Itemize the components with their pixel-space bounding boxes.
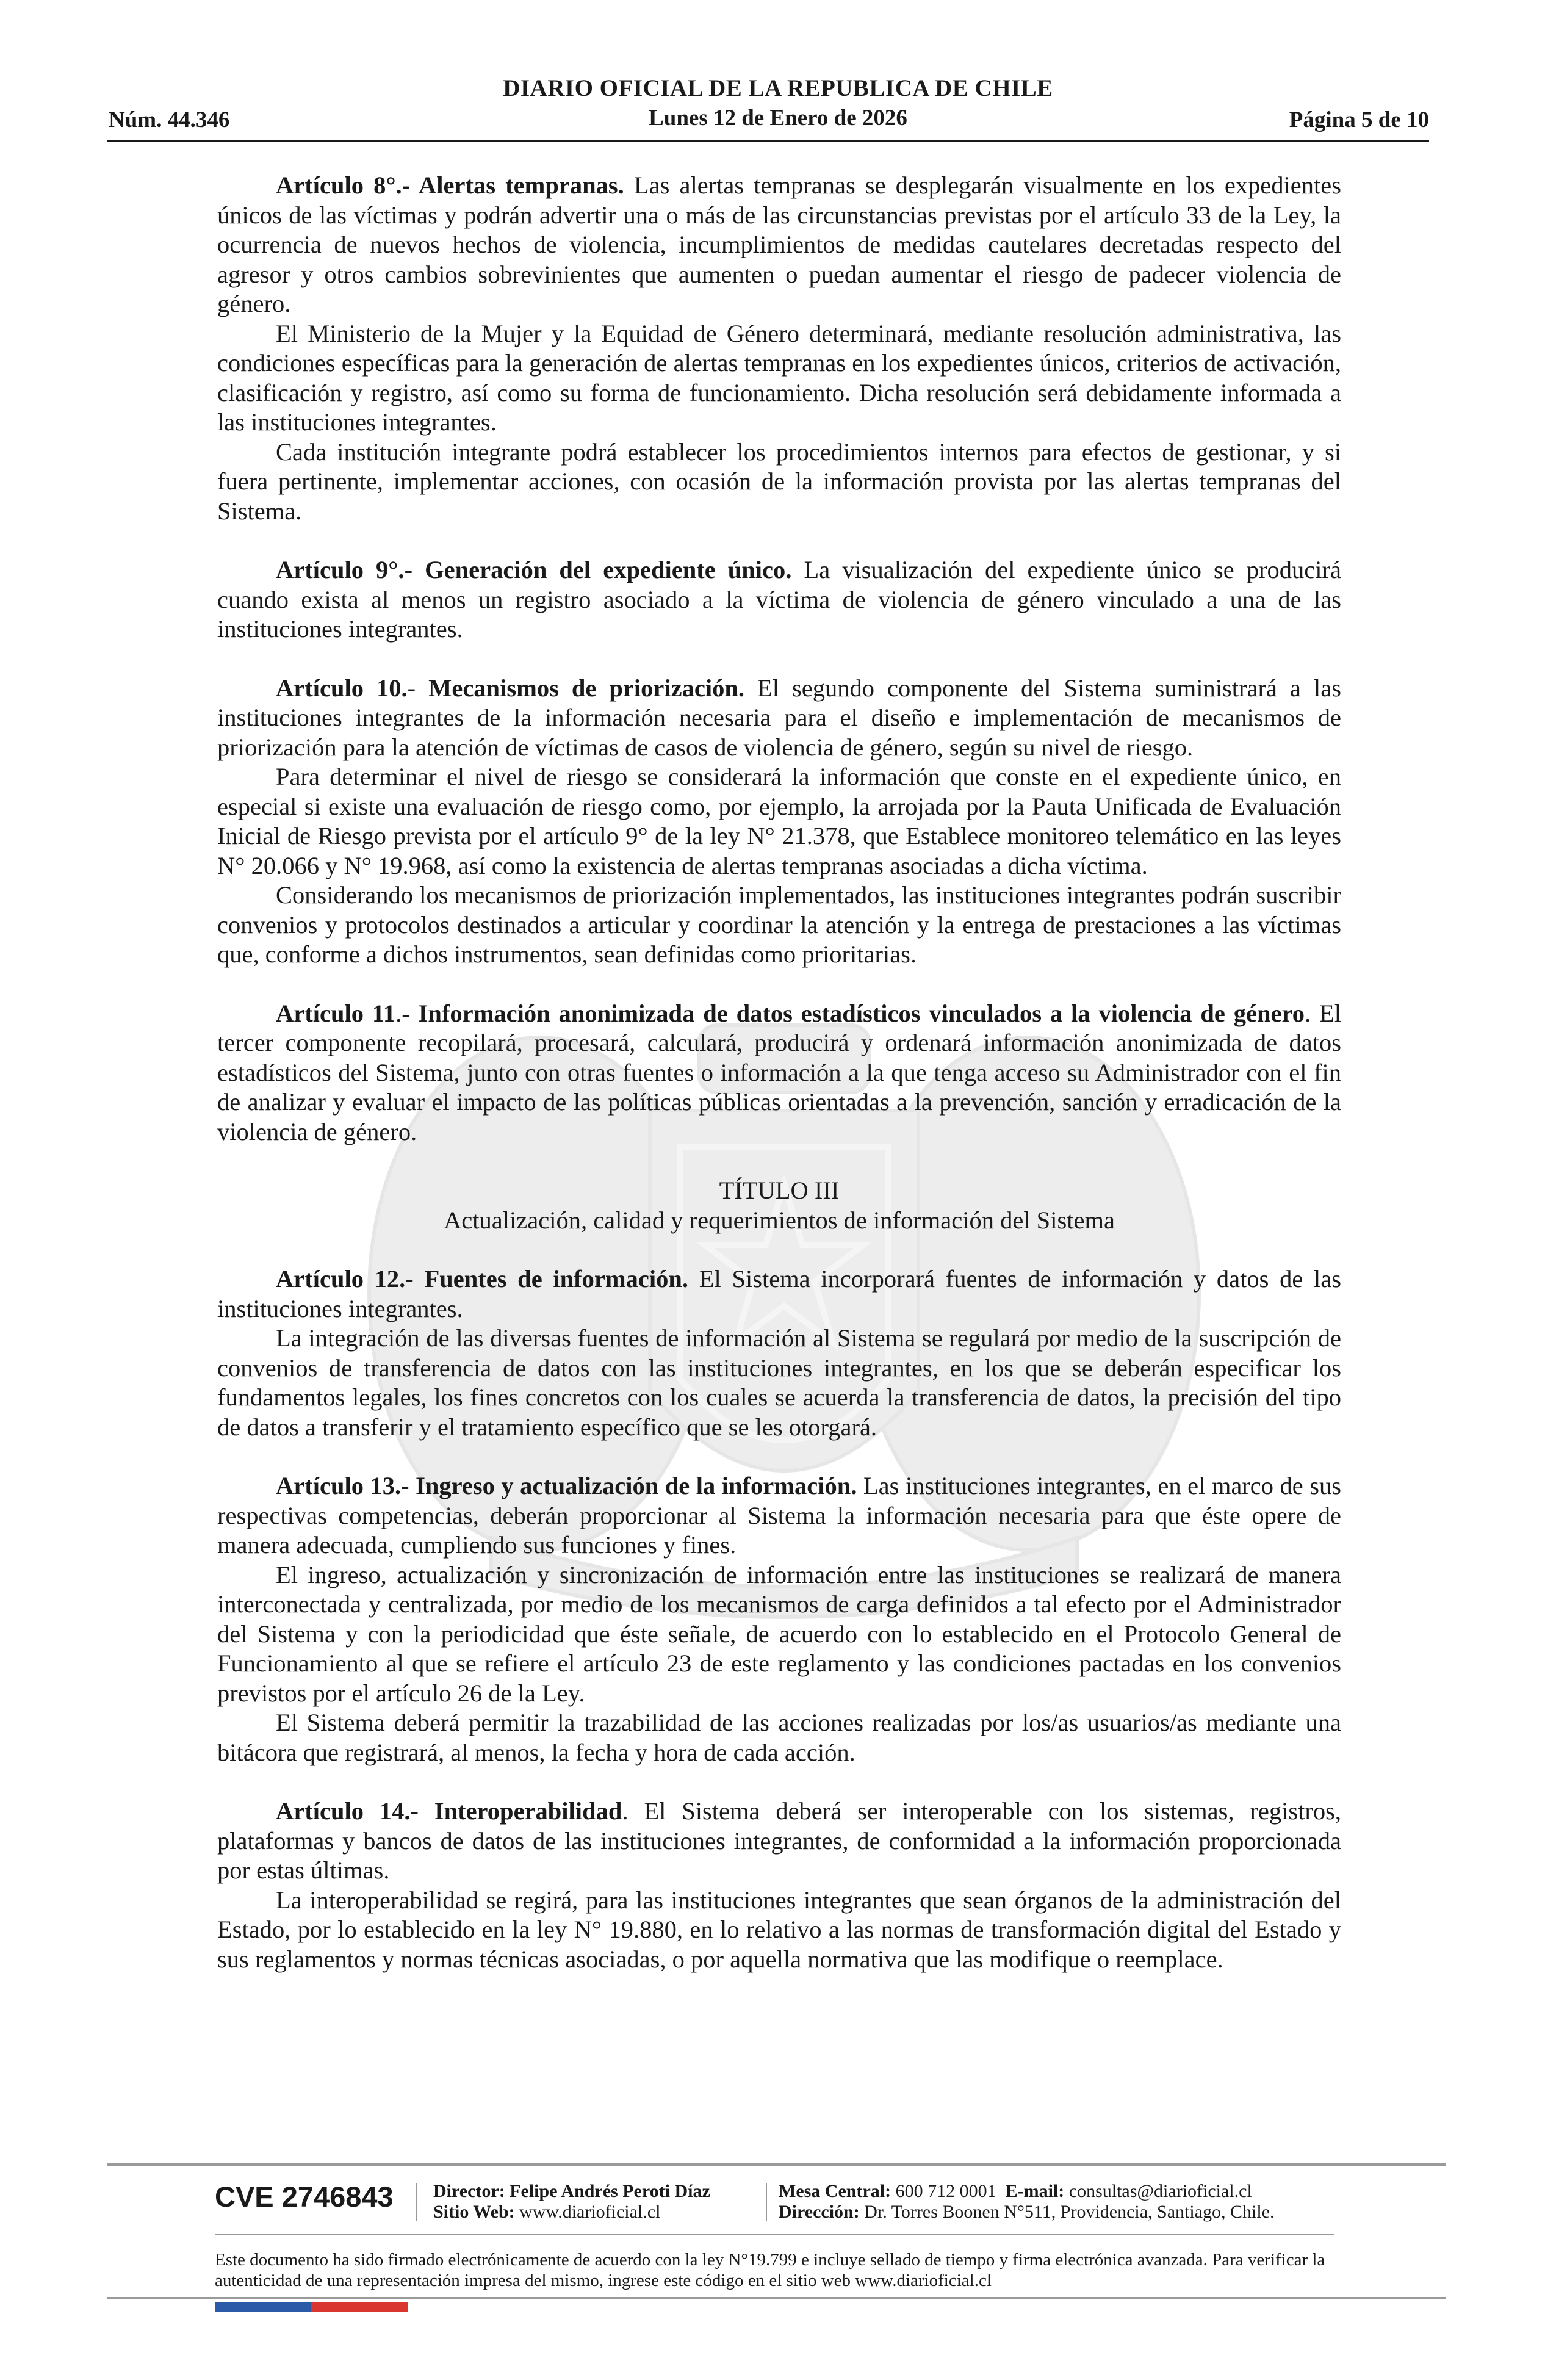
phone-number: 600 712 0001 xyxy=(895,2181,996,2201)
footer-director xyxy=(433,2181,710,2202)
newspaper-title: DIARIO OFICIAL DE LA REPUBLICA DE CHILE xyxy=(503,75,1053,101)
website-label: Sitio Web: xyxy=(433,2202,515,2222)
article-11-heading: Información anonimizada de datos estadísticos vinculados a la violencia de género xyxy=(418,999,1305,1027)
article-14-paragraph xyxy=(217,1797,1341,1886)
page-indicator: Página 5 de 10 xyxy=(1289,107,1429,132)
article-12-text: El Sistema incorporará fuentes de información y datos de las instituciones integrantes. xyxy=(217,1265,1342,1322)
article-8-text: Las alertas tempranas se desplegarán visualmente en los expedientes únicos de las víctimas y podrán advertir una o más de las circunstancias previstas por el artículo 33 de la Ley, la ocurrencia de nuevos hechos de violencia, incumplimientos de medidas cautelares decretadas respecto del agresor y otros cambios sobrevinientes que aumenten o puedan aumentar el riesgo de padecer violencia de género. xyxy=(217,171,1341,317)
article-8-heading: Artículo 8°.- Alertas tempranas. xyxy=(276,171,624,199)
article-11-heading-separator: .- xyxy=(395,999,419,1027)
article-12-heading: Artículo 12.- Fuentes de información. xyxy=(276,1265,688,1293)
article-9-text: La visualización del expediente único se producirá cuando exista al menos un registro asociado a la víctima de violencia de género vinculado a una de las instituciones integrantes. xyxy=(217,556,1341,643)
article-12-paragraph-2: La integración de las diversas fuentes de información al Sistema se regulará por medio de la suscripción de convenios de transferencia de datos con las instituciones integrantes, en los que se deberán especificar los fundamentos legales, los fines concretos con los cuales se acuerda la transferencia de datos, la precisión del tipo de datos a transferir y el tratamiento específico que se les otorgará. xyxy=(217,1324,1341,1441)
footer-address xyxy=(779,2202,1275,2223)
article-13-paragraph xyxy=(217,1471,1341,1560)
article-13-text: Las instituciones integrantes, en el marco de sus respectivas competencias, deberán proporcionar al Sistema la información necesaria para que éste opere de manera adecuada, cumpliendo sus funciones y fines. xyxy=(217,1472,1341,1559)
footer-website xyxy=(433,2202,660,2223)
flag-stripe-red xyxy=(311,2302,408,2312)
phone-label: Mesa Central: xyxy=(779,2181,891,2201)
flag-stripe-blue xyxy=(215,2302,311,2312)
email-label: E-mail: xyxy=(1005,2181,1065,2201)
article-9-heading: Artículo 9°.- Generación del expediente único. xyxy=(276,556,792,583)
article-13-paragraph-2: El ingreso, actualización y sincronización de información entre las instituciones se realizará de manera interconectada y centralizada, por medio de los mecanismos de carga definidos a tal efecto por el Administrador del Sistema y con la periodicidad que éste señale, de acuerdo con lo establecido en el Protocolo General de Funcionamiento al que se refiere el artículo 23 de este reglamento y las condiciones pactadas en los convenios previstos por el artículo 26 de la Ley. xyxy=(217,1560,1341,1707)
article-10-text: El segundo componente del Sistema suministrará a las instituciones integrantes de la información necesaria para el diseño e implementación de mecanismos de priorización para la atención de víctimas de casos de violencia de género, según su nivel de riesgo. xyxy=(217,674,1342,761)
article-13-heading: Artículo 13.- Ingreso y actualización de la información. xyxy=(276,1472,857,1499)
article-10-heading: Artículo 10.- Mecanismos de priorización. xyxy=(276,674,744,702)
article-12-paragraph xyxy=(217,1264,1341,1324)
footer-divider-2 xyxy=(215,2234,1334,2235)
director-name: Felipe Andrés Peroti Díaz xyxy=(510,2181,710,2201)
footer-contact xyxy=(779,2181,1252,2202)
signature-notice: Este documento ha sido firmado electrónicamente de acuerdo con la ley N°19.799 e incluye sellado de tiempo y firma electrónica avanzada. Para verificar la autenticidad de una representación impresa del mismo, ingrese este código en el sitio web www.diarioficial.cl xyxy=(215,2250,1325,2290)
address-label: Dirección: xyxy=(779,2202,860,2222)
cve-code: CVE 2746843 xyxy=(215,2180,394,2213)
article-11-paragraph xyxy=(217,999,1341,1147)
article-8-paragraph-2: El Ministerio de la Mujer y la Equidad de Género determinará, mediante resolución administrativa, las condiciones específicas para la generación de alertas tempranas en los expedientes únicos, criterios de activación, clasificación y registro, así como su forma de funcionamiento. Dicha resolución será debidamente informada a las instituciones integrantes. xyxy=(217,319,1341,436)
email-link[interactable]: consultas@diarioficial.cl xyxy=(1068,2181,1252,2201)
website-link[interactable]: www.diarioficial.cl xyxy=(519,2202,661,2222)
article-13-paragraph-3: El Sistema deberá permitir la trazabilidad de las acciones realizadas por los/as usuarios/as mediante una bitácora que registrará, al menos, la fecha y hora de cada acción. xyxy=(217,1709,1341,1766)
document-body xyxy=(217,171,1341,1974)
article-10-paragraph xyxy=(217,674,1341,763)
footer-divider xyxy=(107,2163,1446,2166)
article-8-paragraph-3: Cada institución integrante podrá establecer los procedimientos internos para efectos de gestionar, y si fuera pertinente, implementar acciones, con ocasión de la información provista por las alertas tempranas del Sistema. xyxy=(217,438,1341,525)
article-10-paragraph-3: Considerando los mecanismos de priorización implementados, las instituciones integrantes podrán suscribir convenios y protocolos destinados a articular y coordinar la atención y la entrega de prestaciones a las víctimas que, conforme a dichos instrumentos, sean definidas como prioritarias. xyxy=(217,881,1341,968)
article-9-paragraph xyxy=(217,555,1341,644)
footer-separator-2 xyxy=(766,2183,767,2221)
article-10-paragraph-2: Para determinar el nivel de riesgo se considerará la información que conste en el expediente único, en especial si existe una evaluación de riesgo como, por ejemplo, la arrojada por la Pauta Unificada de Evaluación Inicial de Riesgo prevista por el artículo 9° de la ley N° 21.378, que Establece monitoreo telemático en las leyes N° 20.066 y N° 19.968, así como la existencia de alertas tempranas asociadas a dicha víctima. xyxy=(217,763,1341,879)
article-14-text: . El Sistema deberá ser interoperable con los sistemas, registros, plataformas y bancos de datos de las instituciones integrantes, de conformidad a la información proporcionada por estas últimas. xyxy=(217,1797,1341,1884)
director-label: Director: xyxy=(433,2181,505,2201)
article-11-text: . El tercer componente recopilará, procesará, calculará, producirá y ordenará información anonimizada de datos estadísticos del Sistema, junto con otras fuentes o información a la que tenga acceso su Administrador con el fin de analizar y evaluar el impacto de las políticas públicas orientadas a la prevención, sanción y erradicación de la violencia de género. xyxy=(217,999,1341,1145)
footer-separator xyxy=(416,2183,417,2221)
issue-date: Lunes 12 de Enero de 2026 xyxy=(649,106,907,131)
footer-divider-3 xyxy=(107,2297,1446,2299)
article-11-heading-number: Artículo 11 xyxy=(276,999,396,1027)
title-label: TÍTULO III xyxy=(719,1177,840,1204)
header-divider xyxy=(107,140,1429,142)
title-subtitle: Actualización, calidad y requerimientos de información del Sistema xyxy=(444,1206,1115,1234)
article-14-paragraph-2: La interoperabilidad se regirá, para las instituciones integrantes que sean órganos de la administración del Estado, por lo establecido en la ley N° 19.880, en lo relativo a las normas de transformación digital del Estado y sus reglamentos y normas técnicas asociadas, o por aquella normativa que las modifique o reemplace. xyxy=(217,1886,1341,1973)
issue-number: Núm. 44.346 xyxy=(109,107,230,132)
article-8-paragraph xyxy=(217,171,1341,319)
article-14-heading: Artículo 14.- Interoperabilidad xyxy=(276,1797,622,1825)
address-value: Dr. Torres Boonen N°511, Providencia, Santiago, Chile. xyxy=(864,2202,1275,2222)
